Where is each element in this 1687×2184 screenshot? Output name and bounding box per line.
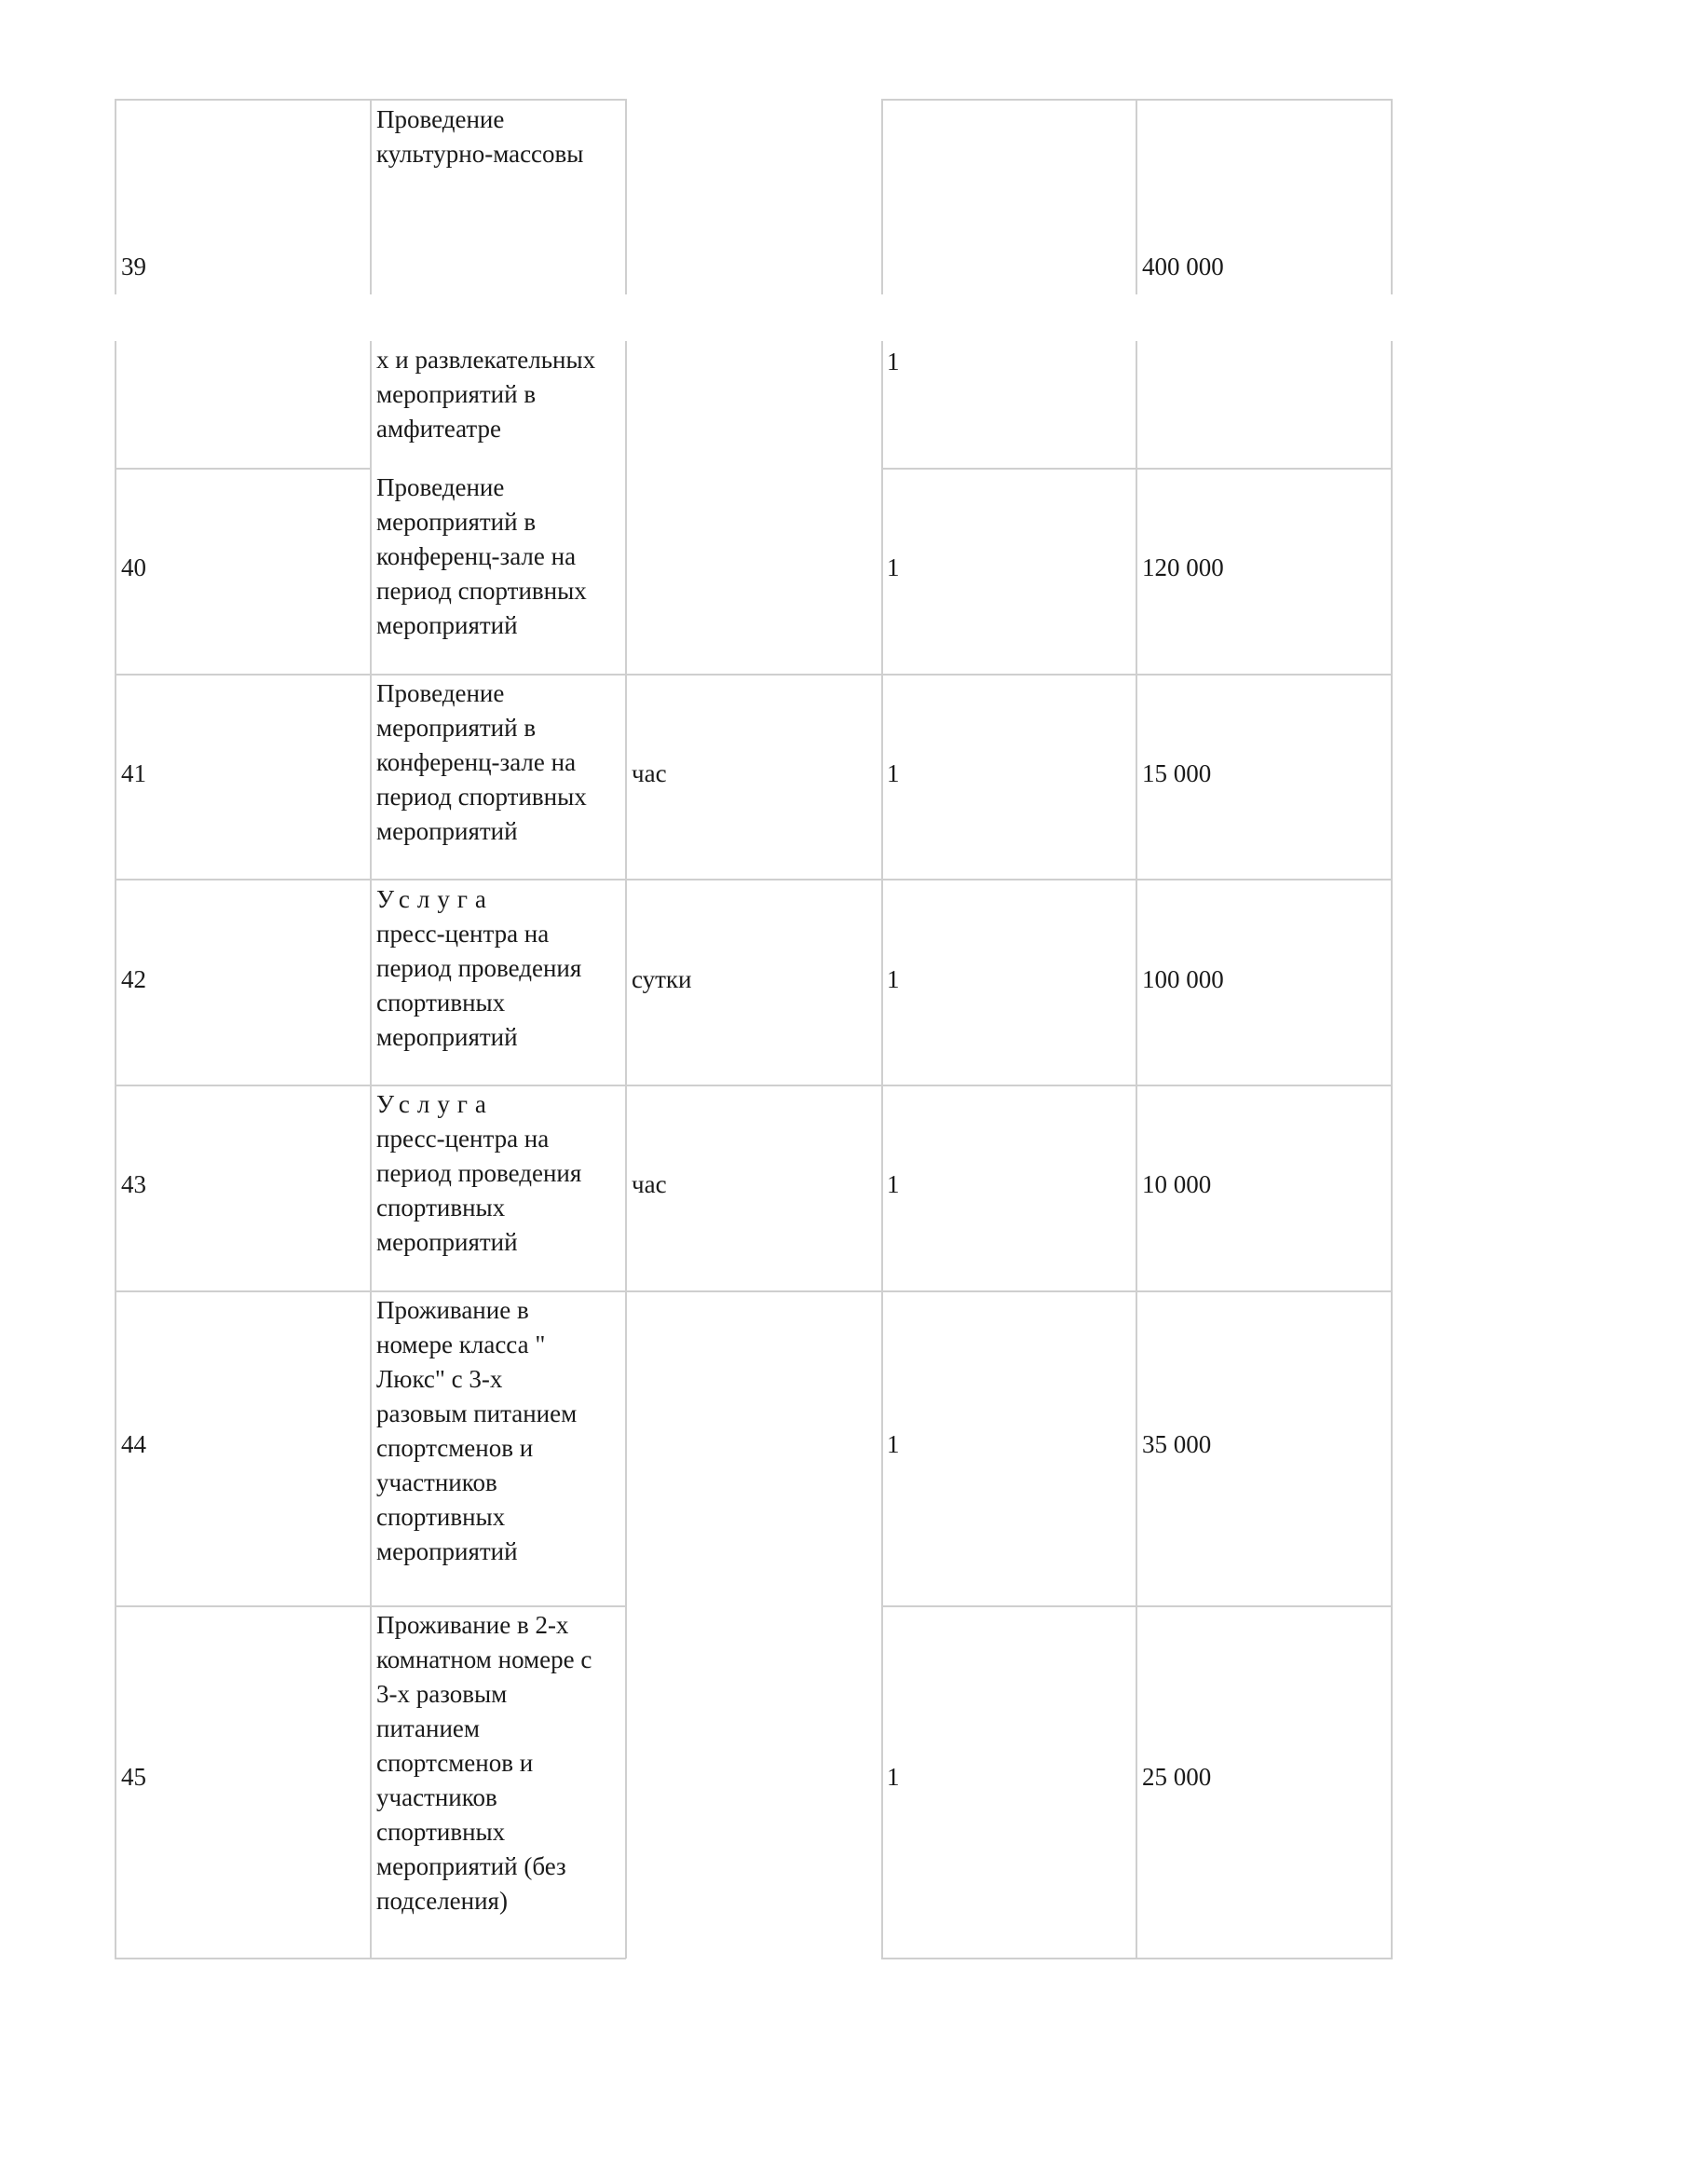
description-line: участников [376,1468,497,1496]
row-description [376,882,622,1055]
row-quantity: 1 [887,553,900,581]
description-line: мероприятий [376,1023,518,1051]
description-line: конференц-зале на [376,542,577,570]
description-line: Проведение [376,473,505,501]
description-line: спортивных [376,1818,506,1846]
row-unit: час [632,759,667,787]
description-line: пресс-центра на [376,1125,550,1153]
description-line: мероприятий [376,611,518,639]
row-price: 15 000 [1142,759,1212,787]
row-description [376,471,622,643]
row-description [376,102,622,171]
table-border [881,468,1393,470]
table-border [115,879,1393,880]
description-line: пресс-центра на [376,920,550,948]
table-border [115,1958,626,1959]
row-number: 41 [121,759,146,787]
row-number: 45 [121,1763,146,1791]
description-line: мероприятий в [376,508,537,536]
description-line: комнатном номере с [376,1645,592,1673]
table-border [115,1290,1393,1292]
row-description [376,1087,622,1260]
row-description [376,343,622,446]
description-line: разовым питанием [376,1399,578,1427]
table-border [370,99,372,294]
description-line: питанием [376,1714,480,1742]
row-price: 100 000 [1142,965,1224,993]
row-quantity: 1 [887,965,900,993]
description-line: период проведения [376,1159,582,1187]
row-quantity: 1 [887,348,900,375]
description-line: спортивных [376,1194,506,1222]
row-quantity: 1 [887,759,900,787]
table-border [1391,99,1393,294]
description-line: номере класса " [376,1331,546,1358]
table-border [1391,341,1393,1959]
table-border [115,468,371,470]
table-border [1136,99,1137,294]
table-border [115,674,1393,676]
description-line: Люкс" с 3-х [376,1365,503,1393]
description-line: культурно-массовы [376,140,584,168]
table-border [370,341,372,1959]
table-border [625,341,627,1959]
description-line: участников [376,1783,497,1811]
description-line: мероприятий в [376,380,537,408]
row-price: 10 000 [1142,1170,1212,1198]
description-line: период проведения [376,954,582,982]
description-line: Проживание в [376,1296,529,1324]
description-line: Услуга [376,1090,494,1118]
row-unit: час [632,1170,667,1198]
table-border [115,1085,1393,1086]
row-quantity: 1 [887,1430,900,1458]
row-price: 120 000 [1142,553,1224,581]
description-line: спортсменов и [376,1434,534,1462]
table-border [115,99,116,294]
row-description [376,1608,622,1918]
description-line: 3-х разовым [376,1680,508,1708]
description-line: период спортивных [376,783,587,811]
description-line: Проведение [376,105,505,133]
row-description [376,676,622,849]
row-number: 42 [121,965,146,993]
description-line: спортивных [376,1503,506,1531]
table-border [625,99,627,294]
table-border [115,1605,626,1607]
row-quantity: 1 [887,1763,900,1791]
description-line: спортсменов и [376,1749,534,1777]
row-quantity: 1 [887,1170,900,1198]
table-border [1136,341,1137,1959]
description-line: подселения) [376,1887,508,1915]
table-border [881,1605,1393,1607]
description-line: Проведение [376,679,505,707]
table-border [881,1958,1393,1959]
description-line: период спортивных [376,577,587,605]
row-number: 44 [121,1430,146,1458]
row-number: 39 [121,253,146,280]
description-line: конференц-зале на [376,748,577,776]
table-border [881,341,883,1959]
row-price: 35 000 [1142,1430,1212,1458]
description-line: мероприятий в [376,714,537,742]
table-border [115,341,116,1959]
row-number: 43 [121,1170,146,1198]
table-border [881,99,883,294]
row-price: 400 000 [1142,253,1224,280]
row-unit: сутки [632,965,692,993]
description-line: амфитеатре [376,415,502,443]
row-price: 25 000 [1142,1763,1212,1791]
description-line: мероприятий [376,1537,518,1565]
description-line: мероприятий (без [376,1852,566,1880]
description-line: мероприятий [376,817,518,845]
row-number: 40 [121,553,146,581]
description-line: Проживание в 2-х [376,1611,569,1639]
description-line: мероприятий [376,1228,518,1256]
description-line: спортивных [376,989,506,1017]
row-description [376,1293,622,1569]
description-line: х и развлекательных [376,346,596,374]
description-line: Услуга [376,885,494,913]
